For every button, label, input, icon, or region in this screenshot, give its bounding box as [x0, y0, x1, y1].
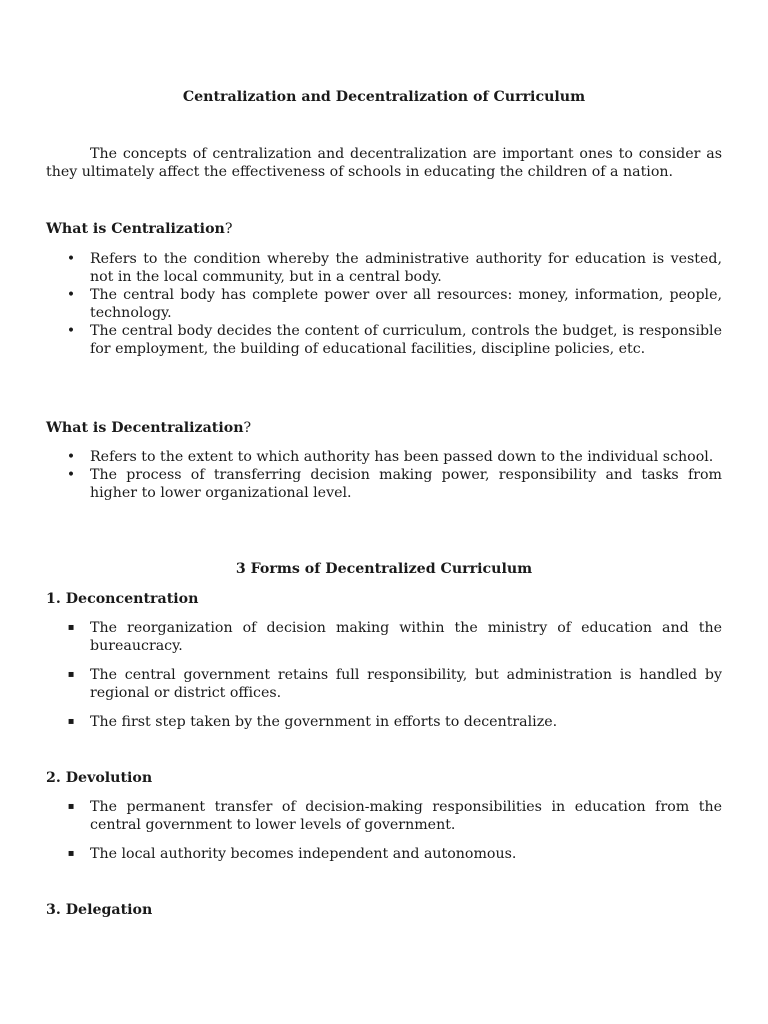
- list-item: [46, 250, 722, 286]
- forms-heading: 3 Forms of Decentralized Curriculum: [235, 561, 533, 577]
- bullet-square-icon: ▪: [67, 848, 75, 859]
- devolution-heading: 2. Devolution: [46, 770, 153, 786]
- deconcentration-list: [46, 619, 722, 731]
- bullet-dot-icon: •: [66, 467, 76, 483]
- bullet-square-icon: ▪: [67, 622, 75, 633]
- devolution-list: [46, 798, 722, 863]
- bullet-dot-icon: •: [66, 287, 76, 303]
- centralization-list: [46, 250, 722, 358]
- list-item: [46, 713, 722, 731]
- decentralization-heading-text: What is Decentralization: [46, 420, 244, 436]
- delegation-heading: 3. Delegation: [46, 902, 153, 918]
- list-item-text: Refers to the extent to which authority has been passed down to the individual school.: [90, 449, 714, 465]
- list-item: [46, 798, 722, 834]
- centralization-heading-qmark: ?: [224, 221, 233, 237]
- deconcentration-heading: 1. Deconcentration: [46, 591, 199, 607]
- list-item-text: The central body decides the content of curriculum, controls the budget, is responsible for employment, the building of educational facilities, discipline policies, etc.: [90, 323, 722, 357]
- intro-paragraph: The concepts of centralization and decentralization are important ones to consider as they ultimately affect the effectiveness of schools in educating the children of a nation.: [46, 146, 722, 180]
- bullet-dot-icon: •: [66, 251, 76, 267]
- list-item-text: The process of transferring decision making power, responsibility and tasks from higher to lower organizational level.: [90, 467, 722, 501]
- bullet-square-icon: ▪: [67, 801, 75, 812]
- decentralization-heading-qmark: ?: [243, 420, 252, 436]
- bullet-dot-icon: •: [66, 449, 76, 465]
- centralization-heading: [46, 220, 232, 238]
- list-item: [46, 619, 722, 655]
- bullet-dot-icon: •: [66, 323, 76, 339]
- list-item: [46, 448, 722, 466]
- bullet-square-icon: ▪: [67, 669, 75, 680]
- decentralization-heading: [46, 419, 251, 437]
- list-item-text: The permanent transfer of decision-making responsibilities in education from the central government to lower levels of government.: [90, 799, 722, 833]
- list-item: [46, 286, 722, 322]
- list-item-text: The central government retains full responsibility, but administration is handled by regional or district offices.: [90, 667, 722, 701]
- decentralization-list: [46, 448, 722, 502]
- list-item-text: The first step taken by the government in efforts to decentralize.: [90, 714, 558, 730]
- list-item: [46, 666, 722, 702]
- document-title: Centralization and Decentralization of Curriculum: [182, 89, 586, 105]
- list-item: [46, 845, 722, 863]
- bullet-square-icon: ▪: [67, 716, 75, 727]
- list-item: [46, 322, 722, 358]
- list-item-text: The central body has complete power over all resources: money, information, people, technology.: [90, 287, 722, 321]
- list-item-text: Refers to the condition whereby the administrative authority for education is vested, not in the local community, but in a central body.: [90, 251, 722, 285]
- list-item: [46, 466, 722, 502]
- list-item-text: The local authority becomes independent and autonomous.: [90, 846, 517, 862]
- centralization-heading-text: What is Centralization: [46, 221, 225, 237]
- list-item-text: The reorganization of decision making within the ministry of education and the bureaucracy.: [90, 620, 722, 654]
